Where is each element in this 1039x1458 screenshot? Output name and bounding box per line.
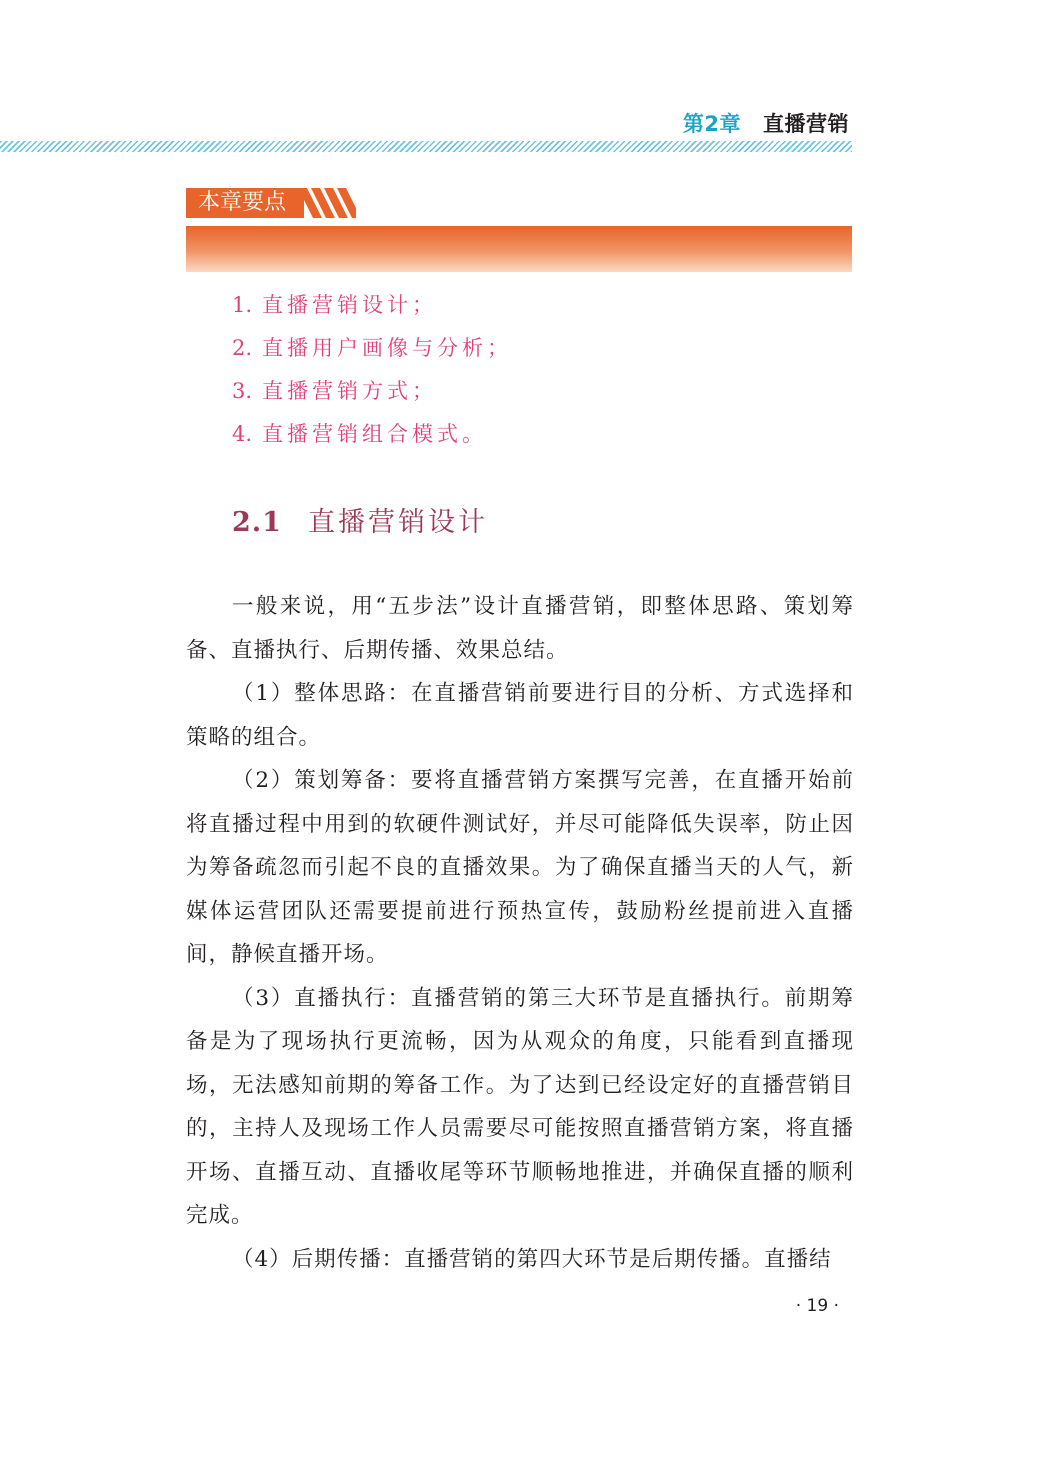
page-number: · 19 · xyxy=(795,1296,839,1316)
paragraph: （4）后期传播：直播营销的第四大环节是后期传播。直播结 xyxy=(232,1246,832,1272)
list-item: 1. 直播营销设计； xyxy=(232,293,438,317)
list-item: 4. 直播营销组合模式。 xyxy=(232,422,488,446)
list-item: 3. 直播营销方式； xyxy=(232,379,438,403)
key-points-label: 本章要点 xyxy=(198,190,287,215)
paragraph: 一般来说，用“五步法”设计直播营销，即整体思路、策划筹备、直播执行、后期传播、效果总结。 xyxy=(186,594,854,663)
section-title: 直播营销设计 xyxy=(307,507,488,538)
stripes-decoration-icon xyxy=(298,188,356,218)
chapter-title: 直播营销 xyxy=(763,112,849,136)
header-hatch-divider xyxy=(0,141,852,152)
section-number: 2.1 xyxy=(232,507,282,538)
running-head xyxy=(683,108,849,138)
section-heading xyxy=(232,500,488,539)
body-text xyxy=(186,585,854,1281)
key-points-tab xyxy=(186,188,356,218)
key-points-list xyxy=(232,286,512,458)
paragraph: （3）直播执行：直播营销的第三大环节是直播执行。前期筹备是为了现场执行更流畅，因为从观众的角度，只能看到直播现场，无法感知前期的筹备工作。为了达到已经设定好的直播营销目的，主持人及现场工作人员需要尽可能按照直播营销方案，将直播开场、直播互动、直播收尾等环节顺畅地推进，并确保直播的顺利完成。 xyxy=(186,985,854,1228)
key-points-gradient-bar xyxy=(186,226,852,272)
list-item: 2. 直播用户画像与分析； xyxy=(232,336,513,360)
paragraph: （2）策划筹备：要将直播营销方案撰写完善，在直播开始前将直播过程中用到的软硬件测试好，并尽可能降低失误率，防止因为筹备疏忽而引起不良的直播效果。为了确保直播当天的人气，新媒体运营团队还需要提前进行预热宣传，鼓励粉丝提前进入直播间，静候直播开场。 xyxy=(186,768,854,967)
chapter-number: 第2章 xyxy=(682,112,741,136)
paragraph: （1）整体思路：在直播营销前要进行目的分析、方式选择和策略的组合。 xyxy=(186,681,854,750)
